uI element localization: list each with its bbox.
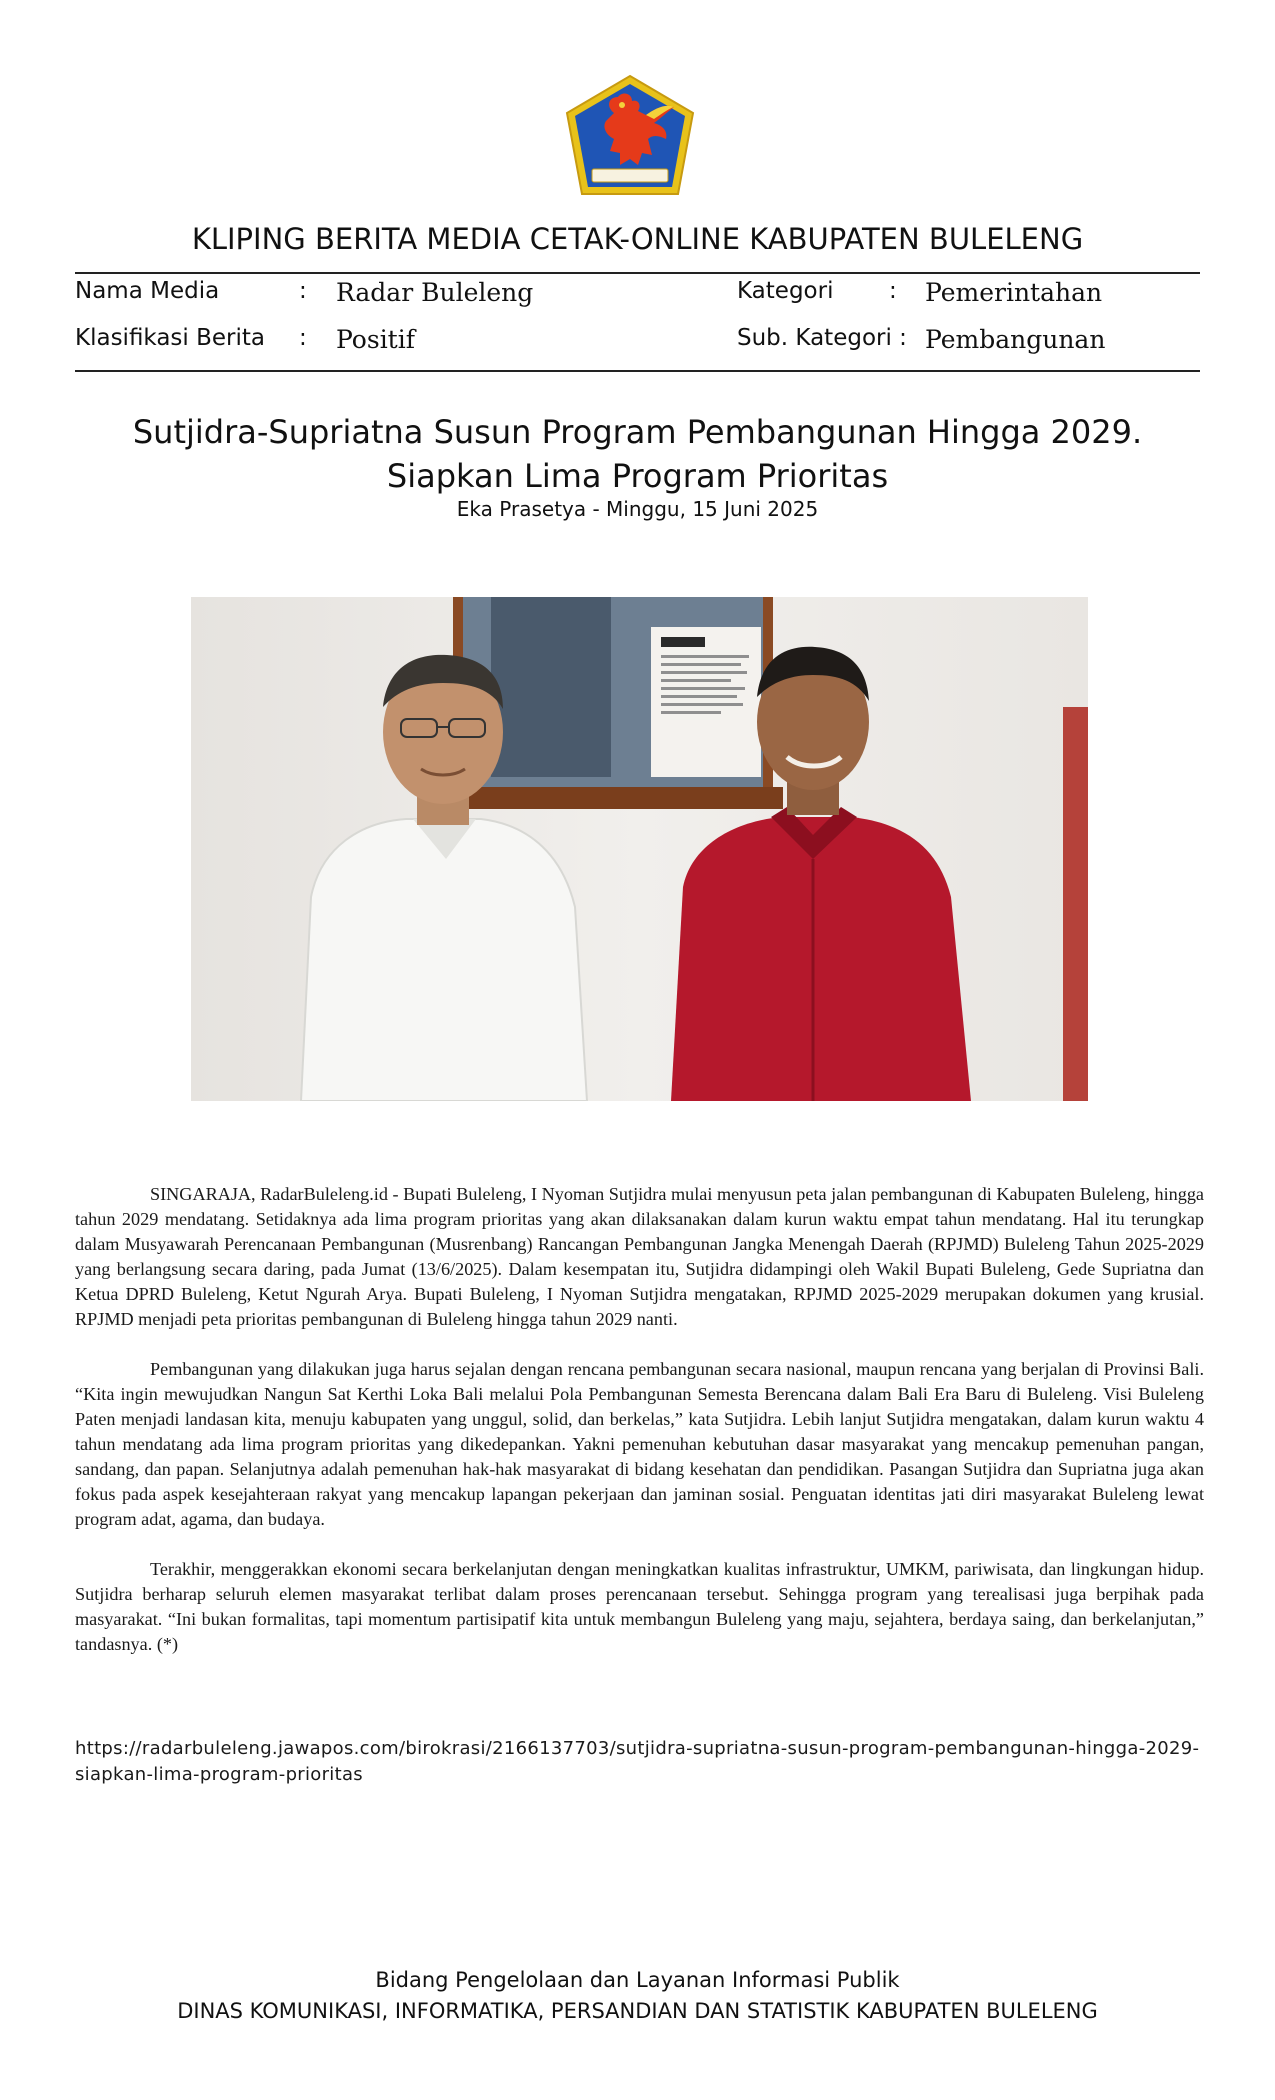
article-headline bbox=[0, 410, 1275, 498]
body-paragraph-2: Pembangunan yang dilakukan juga harus sejalan dengan rencana pembangunan secara nasional, maupun rencana yang berjalan di Provinsi Bali. “Kita ingin mewujudkan Nangun Sat Kerthi Loka Bali melalui Pola Pembangunan Semesta Berencana dalam Bali Era Baru di Buleleng. Visi Buleleng Paten menjadi landasan kita, menuju kabupaten yang unggul, solid, dan berkelas,” kata Sutjidra. Lebih lanjut Sutjidra mengatakan, dalam kurun waktu 4 tahun mendatang ada lima program prioritas yang dikedepankan. Yakni pemenuhan kebutuhan dasar masyarakat yang mencakup pemenuhan pangan, sandang, dan papan. Selanjutnya adalah pemenuhan hak-hak masyarakat di bidang kesehatan dan pendidikan. Pasangan Sutjidra dan Supriatna juga akan fokus pada aspek kesejahteraan rakyat yang mencakup lapangan pekerjaan dan jaminan sosial. Penguatan identitas jati diri masyarakat Buleleng lewat program adat, agama, dan budaya. bbox=[75, 1359, 1204, 1529]
meta-row-media bbox=[75, 278, 1200, 318]
colon-separator: : bbox=[889, 278, 897, 304]
news-classification-label: Klasifikasi Berita bbox=[75, 325, 266, 351]
media-name-label: Nama Media bbox=[75, 278, 220, 304]
body-paragraph-3: Terakhir, menggerakkan ekonomi secara berkelanjutan dengan meningkatkan kualitas infrastruktur, UMKM, pariwisata, dan lingkungan hidup. Sutjidra berharap seluruh elemen masyarakat terlibat dalam proses perencanaan tersebut. Sehingga program yang terealisasi juga berpihak pada masyarakat. “Ini bukan formalitas, tapi momentum partisipatif kita untuk membangun Buleleng yang maju, sejahtera, berdaya saing, dan berkelanjutan,” tandasnya. (*) bbox=[75, 1559, 1204, 1654]
body-paragraph-1: SINGARAJA, RadarBuleleng.id - Bupati Buleleng, I Nyoman Sutjidra mulai menyusun peta jalan pembangunan di Kabupaten Buleleng, hingga tahun 2029 mendatang. Setidaknya ada lima program prioritas yang akan dilaksanakan dalam kurun waktu empat tahun mendatang. Hal itu terungkap dalam Musyawarah Perencanaan Pembangunan (Musrenbang) Rancangan Pembangunan Jangka Menengah Daerah (RPJMD) Buleleng Tahun 2025-2029 yang berlangsung secara daring, pada Jumat (13/6/2025). Dalam kesempatan itu, Sutjidra didampingi oleh Wakil Bupati Buleleng, Gede Supriatna dan Ketua DPRD Buleleng, Ketut Ngurah Arya. Bupati Buleleng, I Nyoman Sutjidra mengatakan, RPJMD 2025-2029 merupakan dokumen yang krusial. RPJMD menjadi peta prioritas pembangunan di Buleleng hingga tahun 2029 nanti. bbox=[75, 1184, 1204, 1329]
source-url-link[interactable]: https://radarbuleleng.jawapos.com/birokrasi/2166137703/sutjidra-supriatna-susun-program-pembangunan-hingga-2029-siapkan-lima-program-prioritas bbox=[75, 1738, 1200, 1785]
category-value: Pemerintahan bbox=[925, 278, 1103, 307]
article-photo bbox=[191, 597, 1088, 1101]
category-label: Kategori bbox=[737, 278, 834, 304]
headline-line-1: Sutjidra-Supriatna Susun Program Pembangunan Hingga 2029. bbox=[132, 413, 1143, 451]
footer-division-name: Bidang Pengelolaan dan Layanan Informasi Publik bbox=[375, 1968, 900, 1992]
footer-agency-name: DINAS KOMUNIKASI, INFORMATIKA, PERSANDIAN DAN STATISTIK KABUPATEN BULELENG bbox=[177, 1999, 1098, 2023]
article-body bbox=[75, 1182, 1204, 1682]
meta-row-classification bbox=[75, 325, 1200, 365]
colon-separator: : bbox=[299, 325, 307, 351]
header-top-rule bbox=[75, 272, 1200, 274]
clipping-header-title: KLIPING BERITA MEDIA CETAK-ONLINE KABUPATEN BULELENG bbox=[191, 222, 1084, 256]
news-classification-value: Positif bbox=[336, 325, 415, 354]
sub-category-value: Pembangunan bbox=[925, 325, 1106, 354]
media-name-value: Radar Buleleng bbox=[336, 278, 534, 307]
article-byline: Eka Prasetya - Minggu, 15 Juni 2025 bbox=[456, 497, 819, 521]
buleleng-emblem-logo bbox=[562, 73, 698, 199]
header-bottom-rule bbox=[75, 370, 1200, 372]
sub-category-label: Sub. Kategori : bbox=[737, 325, 907, 351]
headline-line-2: Siapkan Lima Program Prioritas bbox=[386, 457, 889, 495]
colon-separator: : bbox=[299, 278, 307, 304]
